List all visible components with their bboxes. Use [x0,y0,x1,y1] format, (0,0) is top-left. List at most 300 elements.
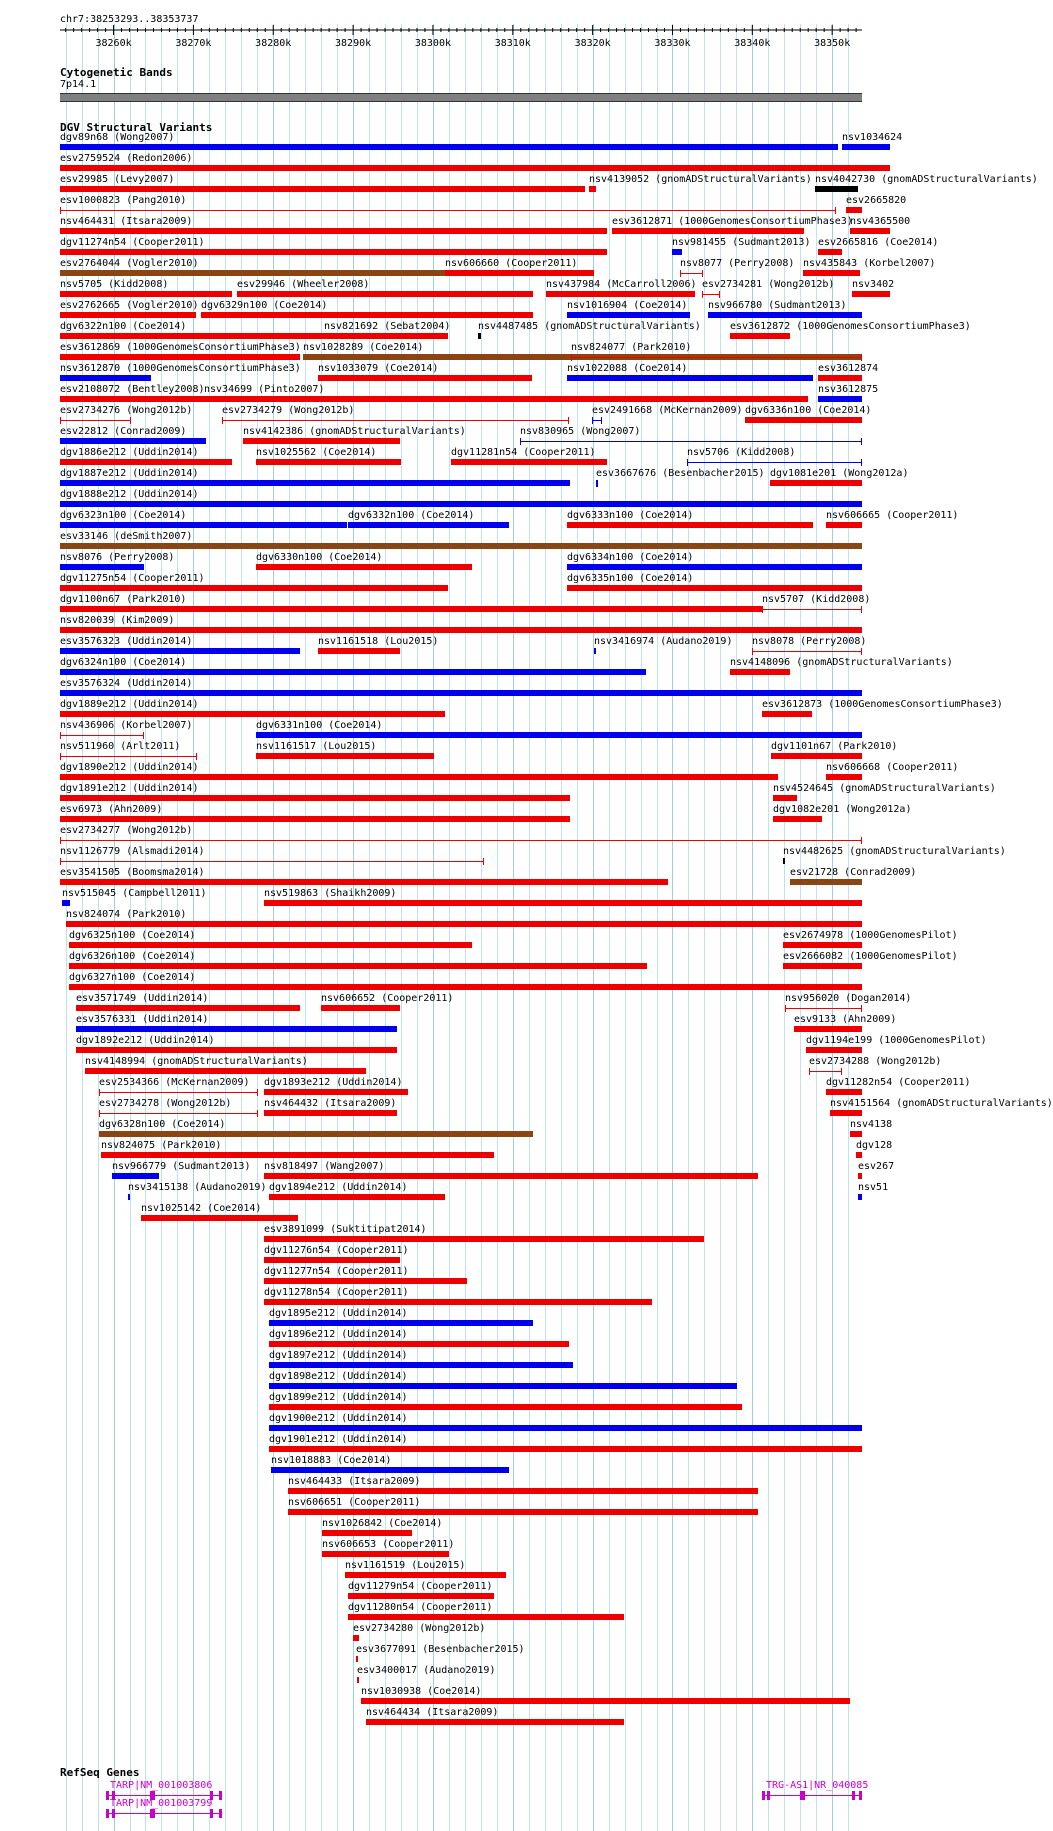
variant-label[interactable]: dgv11281n54 (Cooper2011) [451,447,596,458]
variant-bar[interactable] [785,1008,862,1009]
variant-bar[interactable] [445,270,594,276]
variant-label[interactable]: nsv5706 (Kidd2008) [687,447,796,458]
variant-label[interactable]: dgv11275n54 (Cooper2011) [60,573,205,584]
variant-bar[interactable] [783,963,862,969]
variant-bar[interactable] [806,1047,862,1053]
variant-bar[interactable] [852,291,890,297]
variant-bar[interactable] [269,1446,862,1452]
variant-label[interactable]: nsv3612875 [818,384,879,395]
variant-label[interactable]: nsv1161519 (Lou2015) [345,1560,466,1571]
variant-bar[interactable] [60,480,570,486]
variant-bar[interactable] [357,1677,359,1683]
variant-label[interactable]: esv3400017 (Audano2019) [357,1665,496,1676]
variant-bar[interactable] [69,963,647,969]
variant-label[interactable]: nsv4139052 (gnomADStructuralVariants) [589,174,812,185]
variant-bar[interactable] [237,291,533,297]
variant-bar[interactable] [112,1173,159,1179]
variant-bar[interactable] [85,1068,366,1074]
variant-label[interactable]: esv3677091 (Besenbacher2015) [356,1644,525,1655]
variant-label[interactable]: dgv1100n67 (Park2010) [60,594,187,605]
variant-bar[interactable] [356,1656,358,1662]
variant-bar[interactable] [520,441,862,442]
variant-bar[interactable] [60,354,300,360]
variant-label[interactable]: dgv1898e212 (Uddin2014) [269,1371,408,1382]
variant-label[interactable]: esv3612872 (1000GenomesConsortiumPhase3) [730,321,971,332]
variant-bar[interactable] [321,1005,400,1011]
variant-bar[interactable] [141,1215,298,1221]
variant-bar[interactable] [264,900,862,906]
variant-label[interactable]: esv2491668 (McKernan2009) [592,405,743,416]
variant-label[interactable]: esv2665820 [846,195,907,206]
variant-label[interactable]: esv29985 (Levy2007) [60,174,175,185]
variant-bar[interactable] [288,1509,758,1515]
variant-bar[interactable] [269,1383,737,1389]
variant-bar[interactable] [589,186,596,192]
variant-bar[interactable] [128,1194,130,1200]
variant-bar[interactable] [594,648,596,654]
variant-bar[interactable] [264,1257,400,1263]
variant-label[interactable]: dgv1893e212 (Uddin2014) [264,1077,403,1088]
variant-label[interactable]: dgv1082e201 (Wong2012a) [773,804,912,815]
variant-bar[interactable] [762,609,862,610]
variant-bar[interactable] [322,1551,449,1557]
variant-label[interactable]: dgv128 [856,1140,893,1151]
variant-bar[interactable] [826,1089,862,1095]
variant-bar[interactable] [318,375,532,381]
variant-label[interactable]: dgv1887e212 (Uddin2014) [60,468,199,479]
variant-label[interactable]: esv2734280 (Wong2012b) [353,1623,486,1634]
variant-label[interactable]: nsv1161517 (Lou2015) [256,741,377,752]
variant-label[interactable]: nsv464434 (Itsara2009) [366,1707,499,1718]
variant-bar[interactable] [567,312,690,318]
variant-label[interactable]: dgv6335n100 (Coe2014) [567,573,694,584]
variant-bar[interactable] [770,480,862,486]
variant-bar[interactable] [60,735,144,736]
variant-label[interactable]: esv267 [858,1161,895,1172]
variant-label[interactable]: nsv4365500 [850,216,911,227]
variant-bar[interactable] [773,816,822,822]
variant-label[interactable]: nsv437984 (McCarroll2006) [546,279,697,290]
variant-bar[interactable] [60,840,862,841]
variant-label[interactable]: nsv4042730 (gnomADStructuralVariants) [815,174,1038,185]
variant-bar[interactable] [324,333,448,339]
variant-bar[interactable] [60,879,668,885]
variant-label[interactable]: nsv966779 (Sudmant2013) [112,1161,251,1172]
variant-label[interactable]: esv29946 (Wheeler2008) [237,279,370,290]
variant-bar[interactable] [842,144,890,150]
variant-label[interactable]: nsv8076 (Perry2008) [60,552,175,563]
variant-bar[interactable] [361,1698,850,1704]
variant-bar[interactable] [730,333,790,339]
variant-bar[interactable] [856,1152,862,1158]
variant-label[interactable]: esv3612873 (1000GenomesConsortiumPhase3) [762,699,1003,710]
variant-label[interactable]: esv2764044 (Vogler2010) [60,258,199,269]
variant-label[interactable]: esv3576323 (Uddin2014) [60,636,193,647]
variant-label[interactable]: esv3576324 (Uddin2014) [60,678,193,689]
variant-bar[interactable] [730,669,790,675]
variant-label[interactable]: nsv606651 (Cooper2011) [288,1497,421,1508]
variant-bar[interactable] [60,291,232,297]
variant-label[interactable]: dgv1101n67 (Park2010) [771,741,898,752]
variant-label[interactable]: dgv1891e212 (Uddin2014) [60,783,199,794]
variant-bar[interactable] [348,522,509,528]
variant-label[interactable]: nsv3416974 (Audano2019) [594,636,733,647]
variant-bar[interactable] [830,1110,862,1116]
variant-label[interactable]: nsv519863 (Shaikh2009) [264,888,397,899]
variant-bar[interactable] [708,312,862,318]
variant-bar[interactable] [571,357,862,358]
variant-label[interactable]: nsv8078 (Perry2008) [752,636,867,647]
variant-label[interactable]: nsv1026842 (Coe2014) [322,1518,443,1529]
variant-bar[interactable] [567,522,813,528]
variant-label[interactable]: nsv1033079 (Coe2014) [318,363,439,374]
variant-label[interactable]: nsv956020 (Dogan2014) [785,993,912,1004]
variant-bar[interactable] [264,1110,397,1116]
variant-bar[interactable] [243,438,400,444]
variant-label[interactable]: nsv4148994 (gnomADStructuralVariants) [85,1056,308,1067]
variant-bar[interactable] [60,420,131,421]
variant-bar[interactable] [271,1467,509,1473]
variant-bar[interactable] [60,228,607,234]
variant-label[interactable]: dgv6329n100 (Coe2014) [201,300,328,311]
variant-label[interactable]: nsv821692 (Sebat2004) [324,321,451,332]
variant-label[interactable]: nsv824077 (Park2010) [571,342,692,353]
variant-label[interactable]: dgv6336n100 (Coe2014) [745,405,872,416]
variant-bar[interactable] [269,1341,569,1347]
variant-bar[interactable] [76,1026,397,1032]
variant-label[interactable]: nsv515045 (Campbell2011) [62,888,207,899]
variant-bar[interactable] [596,483,598,484]
variant-bar[interactable] [269,1362,573,1368]
variant-label[interactable]: esv2734276 (Wong2012b) [60,405,193,416]
variant-label[interactable]: nsv4524645 (gnomADStructuralVariants) [773,783,996,794]
variant-bar[interactable] [269,1404,742,1410]
variant-label[interactable]: dgv1901e212 (Uddin2014) [269,1434,408,1445]
variant-bar[interactable] [99,1113,258,1114]
variant-bar[interactable] [672,249,682,255]
variant-bar[interactable] [815,186,858,192]
variant-label[interactable]: dgv1896e212 (Uddin2014) [269,1329,408,1340]
variant-bar[interactable] [762,711,812,717]
variant-label[interactable]: dgv1081e201 (Wong2012a) [770,468,909,479]
variant-bar[interactable] [60,606,762,612]
variant-label[interactable]: nsv1030938 (Coe2014) [361,1686,482,1697]
variant-label[interactable]: nsv1034624 [842,132,903,143]
variant-bar[interactable] [826,774,862,780]
variant-label[interactable]: dgv6327n100 (Coe2014) [69,972,196,983]
variant-bar[interactable] [76,1047,397,1053]
variant-label[interactable]: dgv11280n54 (Cooper2011) [348,1602,493,1613]
variant-bar[interactable] [592,420,602,421]
variant-bar[interactable] [60,186,585,192]
variant-label[interactable]: esv3612871 (1000GenomesConsortiumPhase3) [612,216,853,227]
variant-bar[interactable] [745,417,862,423]
variant-bar[interactable] [101,1152,494,1158]
variant-bar[interactable] [322,1530,412,1536]
variant-bar[interactable] [201,312,533,318]
variant-bar[interactable] [60,438,206,444]
variant-label[interactable]: nsv511960 (Arlt2011) [60,741,181,752]
gene-intron-line[interactable] [762,1795,862,1796]
variant-label[interactable]: dgv6332n100 (Coe2014) [348,510,475,521]
variant-label[interactable]: nsv1018883 (Coe2014) [271,1455,392,1466]
variant-label[interactable]: nsv824075 (Park2010) [101,1140,222,1151]
variant-label[interactable]: dgv6326n100 (Coe2014) [69,951,196,962]
variant-bar[interactable] [345,1572,506,1578]
variant-label[interactable]: nsv606665 (Cooper2011) [826,510,959,521]
variant-label[interactable]: esv2734278 (Wong2012b) [99,1098,232,1109]
variant-label[interactable]: esv2734281 (Wong2012b) [702,279,835,290]
variant-label[interactable]: dgv1886e212 (Uddin2014) [60,447,199,458]
variant-bar[interactable] [702,294,720,295]
variant-label[interactable]: dgv6334n100 (Coe2014) [567,552,694,563]
variant-label[interactable]: dgv1895e212 (Uddin2014) [269,1308,408,1319]
variant-label[interactable]: dgv1900e212 (Uddin2014) [269,1413,408,1424]
variant-bar[interactable] [269,1194,445,1200]
variant-label[interactable]: dgv6322n100 (Coe2014) [60,321,187,332]
variant-label[interactable]: esv9133 (Ahn2009) [794,1014,897,1025]
variant-bar[interactable] [60,312,196,318]
variant-bar[interactable] [567,585,862,591]
variant-bar[interactable] [771,753,862,759]
variant-bar[interactable] [60,522,347,528]
variant-label[interactable]: nsv606652 (Cooper2011) [321,993,454,1004]
variant-bar[interactable] [269,1320,533,1326]
variant-bar[interactable] [612,228,804,234]
variant-label[interactable]: esv3571749 (Uddin2014) [76,993,209,1004]
variant-label[interactable]: dgv1889e212 (Uddin2014) [60,699,199,710]
variant-bar[interactable] [687,462,862,463]
variant-bar[interactable] [60,627,862,633]
variant-label[interactable]: esv3612874 [818,363,879,374]
variant-label[interactable]: dgv1897e212 (Uddin2014) [269,1350,408,1361]
variant-label[interactable]: nsv1025142 (Coe2014) [141,1203,262,1214]
variant-label[interactable]: nsv464431 (Itsara2009) [60,216,193,227]
variant-label[interactable]: nsv4142386 (gnomADStructuralVariants) [243,426,466,437]
variant-bar[interactable] [60,795,570,801]
gene-intron-line[interactable] [106,1813,222,1814]
variant-label[interactable]: esv2759524 (Redon2006) [60,153,193,164]
variant-bar[interactable] [269,1425,862,1431]
variant-bar[interactable] [60,210,836,211]
variant-bar[interactable] [60,861,484,862]
variant-bar[interactable] [60,249,607,255]
variant-bar[interactable] [783,858,785,864]
variant-bar[interactable] [348,1593,494,1599]
variant-label[interactable]: esv21728 (Conrad2009) [790,867,917,878]
variant-bar[interactable] [62,900,70,906]
variant-label[interactable]: esv3667676 (Besenbacher2015) [596,468,765,479]
variant-bar[interactable] [366,1719,624,1725]
variant-label[interactable]: nsv1022088 (Coe2014) [567,363,688,374]
variant-bar[interactable] [790,879,862,885]
variant-label[interactable]: dgv6328n100 (Coe2014) [99,1119,226,1130]
variant-bar[interactable] [846,207,862,213]
variant-bar[interactable] [818,396,862,402]
variant-bar[interactable] [264,1236,704,1242]
variant-label[interactable]: dgv1894e212 (Uddin2014) [269,1182,408,1193]
variant-bar[interactable] [60,270,445,276]
variant-bar[interactable] [60,585,448,591]
variant-bar[interactable] [60,459,232,465]
variant-label[interactable]: dgv1899e212 (Uddin2014) [269,1392,408,1403]
variant-label[interactable]: nsv4487485 (gnomADStructuralVariants) [478,321,701,332]
variant-label[interactable]: esv2762665 (Vogler2010) [60,300,199,311]
variant-label[interactable]: esv2665816 (Coe2014) [818,237,939,248]
variant-label[interactable]: nsv966780 (Sudmant2013) [708,300,847,311]
variant-label[interactable]: nsv464432 (Itsara2009) [264,1098,397,1109]
variant-label[interactable]: dgv89n68 (Wong2007) [60,132,175,143]
variant-label[interactable]: esv3612869 (1000GenomesConsortiumPhase3) [60,342,301,353]
variant-label[interactable]: nsv51 [858,1182,889,1193]
variant-bar[interactable] [567,564,862,570]
variant-label[interactable]: esv3891099 (Suktitipat2014) [264,1224,427,1235]
variant-label[interactable]: esv2734277 (Wong2012b) [60,825,193,836]
variant-label[interactable]: esv6973 (Ahn2009) [60,804,163,815]
variant-bar[interactable] [60,144,838,150]
variant-bar[interactable] [99,1131,533,1137]
variant-bar[interactable] [752,651,862,652]
variant-label[interactable]: nsv606653 (Cooper2011) [322,1539,455,1550]
variant-bar[interactable] [318,648,400,654]
variant-label[interactable]: nsv1161518 (Lou2015) [318,636,439,647]
variant-bar[interactable] [60,648,300,654]
variant-label[interactable]: dgv6323n100 (Coe2014) [60,510,187,521]
variant-label[interactable]: nsv1126779 (Alsmadi2014) [60,846,205,857]
variant-label[interactable]: nsv464433 (Itsara2009) [288,1476,421,1487]
variant-bar[interactable] [288,1488,758,1494]
variant-bar[interactable] [546,291,695,297]
variant-label[interactable]: esv2734288 (Wong2012b) [809,1056,942,1067]
variant-label[interactable]: dgv6330n100 (Coe2014) [256,552,383,563]
variant-label[interactable]: esv3541505 (Boomsma2014) [60,867,205,878]
variant-bar[interactable] [850,228,890,234]
variant-label[interactable]: nsv34699 (Pinto2007) [204,384,325,395]
variant-label[interactable]: esv2108072 (Bentley2008) [60,384,205,395]
variant-label[interactable]: dgv11274n54 (Cooper2011) [60,237,205,248]
variant-label[interactable]: nsv1016904 (Coe2014) [567,300,688,311]
variant-label[interactable]: nsv5705 (Kidd2008) [60,279,169,290]
variant-bar[interactable] [69,984,862,990]
variant-label[interactable]: nsv818497 (Wang2007) [264,1161,385,1172]
variant-bar[interactable] [66,921,862,927]
variant-bar[interactable] [478,333,481,339]
variant-bar[interactable] [256,732,862,738]
variant-bar[interactable] [809,1071,842,1072]
variant-bar[interactable] [264,1089,408,1095]
variant-bar[interactable] [60,165,890,171]
variant-bar[interactable] [451,459,607,465]
variant-label[interactable]: esv33146 (deSmith2007) [60,531,193,542]
variant-bar[interactable] [60,501,862,507]
variant-bar[interactable] [264,1278,467,1284]
variant-label[interactable]: nsv4151564 (gnomADStructuralVariants) [830,1098,1053,1109]
variant-bar[interactable] [60,396,204,402]
variant-bar[interactable] [256,564,472,570]
variant-bar[interactable] [60,375,151,381]
variant-label[interactable]: nsv606660 (Cooper2011) [445,258,578,269]
variant-bar[interactable] [264,1299,652,1305]
variant-label[interactable]: esv3576331 (Uddin2014) [76,1014,209,1025]
variant-label[interactable]: esv2534366 (McKernan2009) [99,1077,250,1088]
gene-label[interactable]: TARP|NM_001003799 [110,1798,213,1809]
variant-label[interactable]: dgv11282n54 (Cooper2011) [826,1077,971,1088]
variant-bar[interactable] [60,774,778,780]
variant-label[interactable]: nsv824074 (Park2010) [66,909,187,920]
variant-bar[interactable] [256,753,434,759]
variant-bar[interactable] [99,1092,258,1093]
variant-bar[interactable] [850,1131,862,1137]
variant-bar[interactable] [680,273,703,274]
variant-label[interactable]: nsv8077 (Perry2008) [680,258,795,269]
variant-bar[interactable] [794,1026,862,1032]
variant-bar[interactable] [60,543,862,549]
gene-label[interactable]: TARP|NM_001003806 [110,1780,213,1791]
variant-label[interactable]: nsv606668 (Cooper2011) [826,762,959,773]
variant-bar[interactable] [60,690,862,696]
gene-label[interactable]: TRG-AS1|NR_040085 [766,1780,869,1791]
variant-bar[interactable] [773,795,797,801]
variant-bar[interactable] [353,1635,359,1641]
variant-bar[interactable] [567,375,813,381]
variant-label[interactable]: nsv830965 (Wong2007) [520,426,641,437]
variant-label[interactable]: esv2674978 (1000GenomesPilot) [783,930,958,941]
variant-label[interactable]: nsv1025562 (Coe2014) [256,447,377,458]
variant-label[interactable]: nsv436906 (Korbel2007) [60,720,193,731]
variant-bar[interactable] [204,396,808,402]
variant-label[interactable]: dgv1890e212 (Uddin2014) [60,762,199,773]
variant-label[interactable]: nsv820039 (Kim2009) [60,615,175,626]
variant-label[interactable]: dgv6324n100 (Coe2014) [60,657,187,668]
variant-bar[interactable] [818,249,842,255]
variant-label[interactable]: nsv5707 (Kidd2008) [762,594,871,605]
variant-bar[interactable] [60,711,445,717]
variant-label[interactable]: dgv6333n100 (Coe2014) [567,510,694,521]
variant-label[interactable]: dgv1194e199 (1000GenomesPilot) [806,1035,987,1046]
variant-bar[interactable] [858,1194,862,1200]
variant-bar[interactable] [76,1005,300,1011]
variant-label[interactable]: nsv4138 [850,1119,893,1130]
variant-bar[interactable] [60,564,144,570]
variant-label[interactable]: dgv6325n100 (Coe2014) [69,930,196,941]
variant-label[interactable]: dgv1892e212 (Uddin2014) [76,1035,215,1046]
variant-label[interactable]: dgv11279n54 (Cooper2011) [348,1581,493,1592]
variant-label[interactable]: nsv3612870 (1000GenomesConsortiumPhase3) [60,363,301,374]
variant-bar[interactable] [222,420,569,421]
variant-label[interactable]: nsv4482625 (gnomADStructuralVariants) [783,846,1006,857]
variant-bar[interactable] [818,375,862,381]
variant-label[interactable]: dgv6331n100 (Coe2014) [256,720,383,731]
variant-bar[interactable] [264,1173,758,1179]
variant-bar[interactable] [60,816,570,822]
gene-intron-line[interactable] [106,1795,222,1796]
variant-bar[interactable] [256,459,401,465]
variant-label[interactable]: esv2666082 (1000GenomesPilot) [783,951,958,962]
variant-label[interactable]: dgv11278n54 (Cooper2011) [264,1287,409,1298]
variant-bar[interactable] [826,522,862,528]
variant-label[interactable]: esv22812 (Conrad2009) [60,426,187,437]
variant-label[interactable]: nsv981455 (Sudmant2013) [672,237,811,248]
variant-label[interactable]: nsv3402 [852,279,895,290]
variant-bar[interactable] [60,756,197,757]
variant-label[interactable]: nsv1028289 (Coe2014) [303,342,424,353]
variant-label[interactable]: esv1000823 (Pang2010) [60,195,187,206]
variant-label[interactable]: esv2734279 (Wong2012b) [222,405,355,416]
variant-label[interactable]: dgv11277n54 (Cooper2011) [264,1266,409,1277]
variant-bar[interactable] [803,270,860,276]
variant-bar[interactable] [60,669,646,675]
variant-bar[interactable] [348,1614,624,1620]
